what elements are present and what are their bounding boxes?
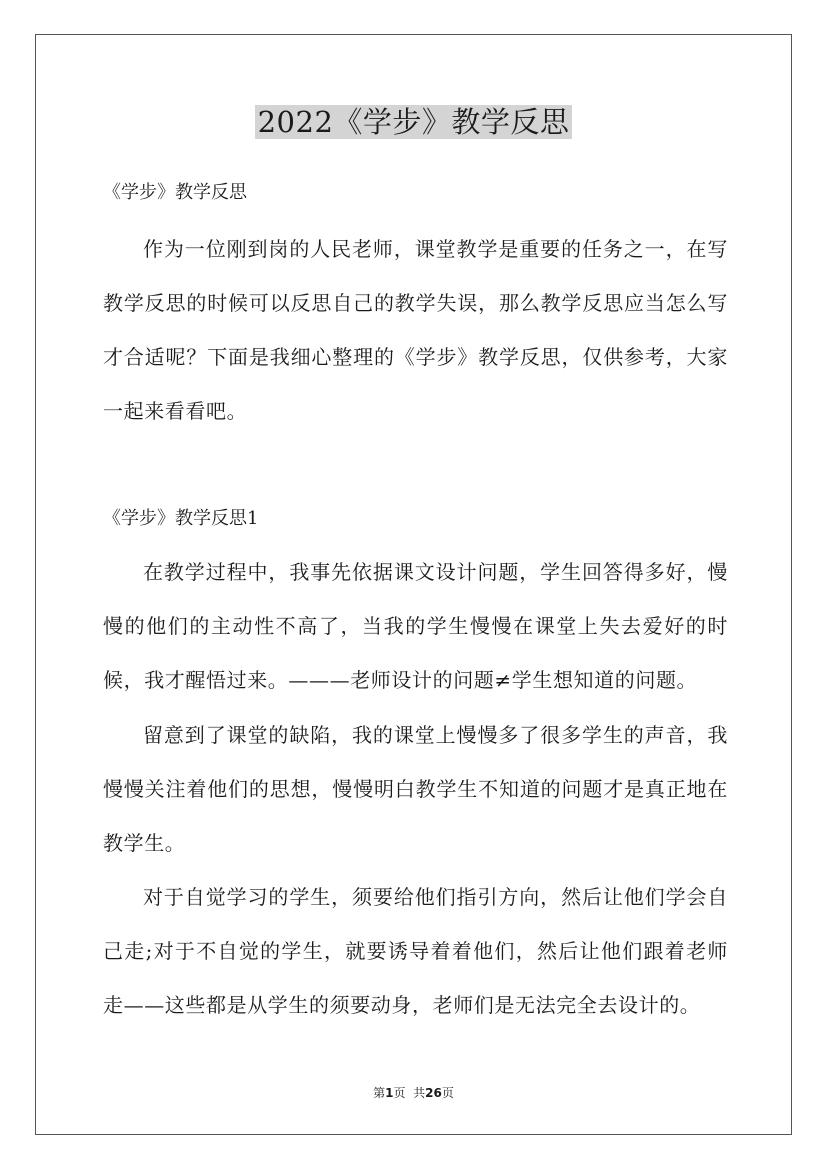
intro-heading: 《学步》教学反思 bbox=[103, 182, 247, 203]
body-paragraph-3: 对于自觉学习的学生，须要给他们指引方向，然后让他们学会自己走;对于不自觉的学生，就要诱导着着他们，然后让他们跟着老师走——这些都是从学生的须要动身，老师们是无法完全去设计的。 bbox=[103, 885, 728, 1017]
footer-page-number: 1 bbox=[385, 1086, 394, 1100]
footer-page-mid: 页 共 bbox=[393, 1086, 426, 1100]
page-footer bbox=[0, 1085, 827, 1101]
body-paragraph-1: 在教学过程中，我事先依据课文设计问题，学生回答得多好，慢慢的他们的主动性不高了，当我的学生慢慢在课堂上失去爱好的时候，我才醒悟过来。———老师设计的问题≠学生想知道的问题。 bbox=[103, 560, 728, 692]
document-title-text: 2022《学步》教学反思 bbox=[255, 105, 573, 139]
footer-page-suffix: 页 bbox=[441, 1086, 454, 1100]
intro-paragraph: 作为一位刚到岗的人民老师，课堂教学是重要的任务之一，在写教学反思的时候可以反思自己的教学失误，那么教学反思应当怎么写才合适呢？下面是我细心整理的《学步》教学反思，仅供参考，大家一起来看看吧。 bbox=[103, 237, 728, 423]
document-title bbox=[0, 102, 827, 142]
footer-page-total: 26 bbox=[425, 1086, 442, 1100]
section-heading: 《学步》教学反思1 bbox=[103, 508, 259, 529]
body-paragraph-2: 留意到了课堂的缺陷，我的课堂上慢慢多了很多学生的声音，我慢慢关注着他们的思想，慢慢明白教学生不知道的问题才是真正地在教学生。 bbox=[103, 723, 728, 855]
footer-page-prefix: 第 bbox=[373, 1086, 386, 1100]
